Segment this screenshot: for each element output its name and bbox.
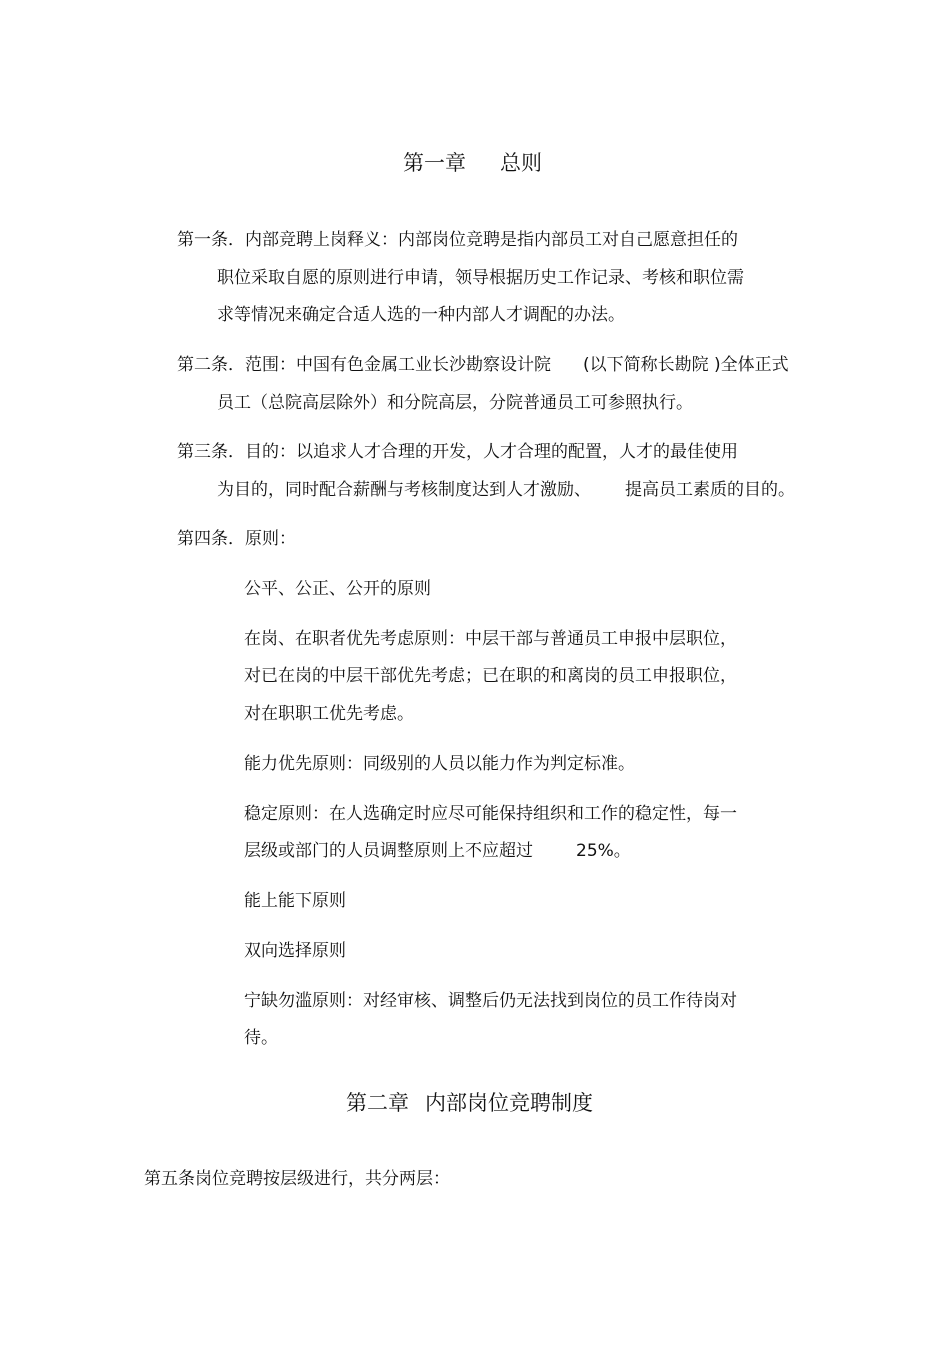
principle-quality-line-1: 宁缺勿滥原则：对经审核、调整后仍无法找到岗位的员工作待岗对 — [244, 991, 737, 1011]
principle-stability-line-2a: 层级或部门的人员调整原则上不应超过 — [244, 841, 533, 861]
principle-incumbent-line-2: 对已在岗的中层干部优先考虑；已在职的和离岗的员工申报职位， — [244, 666, 737, 686]
article-2-line-1b: (以下简称长勘院 )全体正式 — [583, 355, 789, 375]
article-5-line-1: 第五条岗位竞聘按层级进行，共分两层： — [144, 1169, 450, 1189]
chapter-1-subtitle: 总则 — [500, 151, 542, 175]
principle-up-down: 能上能下原则 — [244, 891, 346, 911]
article-4-heading: 第四条．原则： — [177, 529, 296, 549]
article-1-line-3: 求等情况来确定合适人选的一种内部人才调配的办法。 — [217, 305, 625, 325]
article-3-line-1: 第三条．目的：以追求人才合理的开发，人才合理的配置，人才的最佳使用 — [177, 442, 738, 462]
chapter-2-title: 第二章 — [346, 1091, 409, 1115]
principle-fairness: 公平、公正、公开的原则 — [244, 579, 431, 599]
principle-quality-line-2: 待。 — [244, 1028, 278, 1048]
principle-two-way: 双向选择原则 — [244, 941, 346, 961]
principle-incumbent-line-3: 对在职职工优先考虑。 — [244, 704, 414, 724]
article-3-line-2a: 为目的，同时配合薪酬与考核制度达到人才激励、 — [217, 480, 591, 500]
principle-ability: 能力优先原则：同级别的人员以能力作为判定标准。 — [244, 754, 635, 774]
principle-stability-line-2b: 25%。 — [576, 841, 631, 861]
chapter-1-title: 第一章 — [403, 151, 466, 175]
article-2-line-2: 员工（总院高层除外）和分院高层，分院普通员工可参照执行。 — [217, 393, 693, 413]
article-1-line-1: 第一条．内部竞聘上岗释义：内部岗位竞聘是指内部员工对自己愿意担任的 — [177, 230, 738, 250]
article-2-line-1a: 第二条．范围：中国有色金属工业长沙勘察设计院 — [177, 355, 551, 375]
article-3-line-2b: 提高员工素质的目的。 — [625, 480, 795, 500]
article-1-line-2: 职位采取自愿的原则进行申请，领导根据历史工作记录、考核和职位需 — [217, 268, 744, 288]
chapter-2-subtitle: 内部岗位竞聘制度 — [425, 1091, 593, 1115]
principle-stability-line-1: 稳定原则：在人选确定时应尽可能保持组织和工作的稳定性，每一 — [244, 804, 737, 824]
principle-incumbent-line-1: 在岗、在职者优先考虑原则：中层干部与普通员工申报中层职位， — [244, 629, 737, 649]
